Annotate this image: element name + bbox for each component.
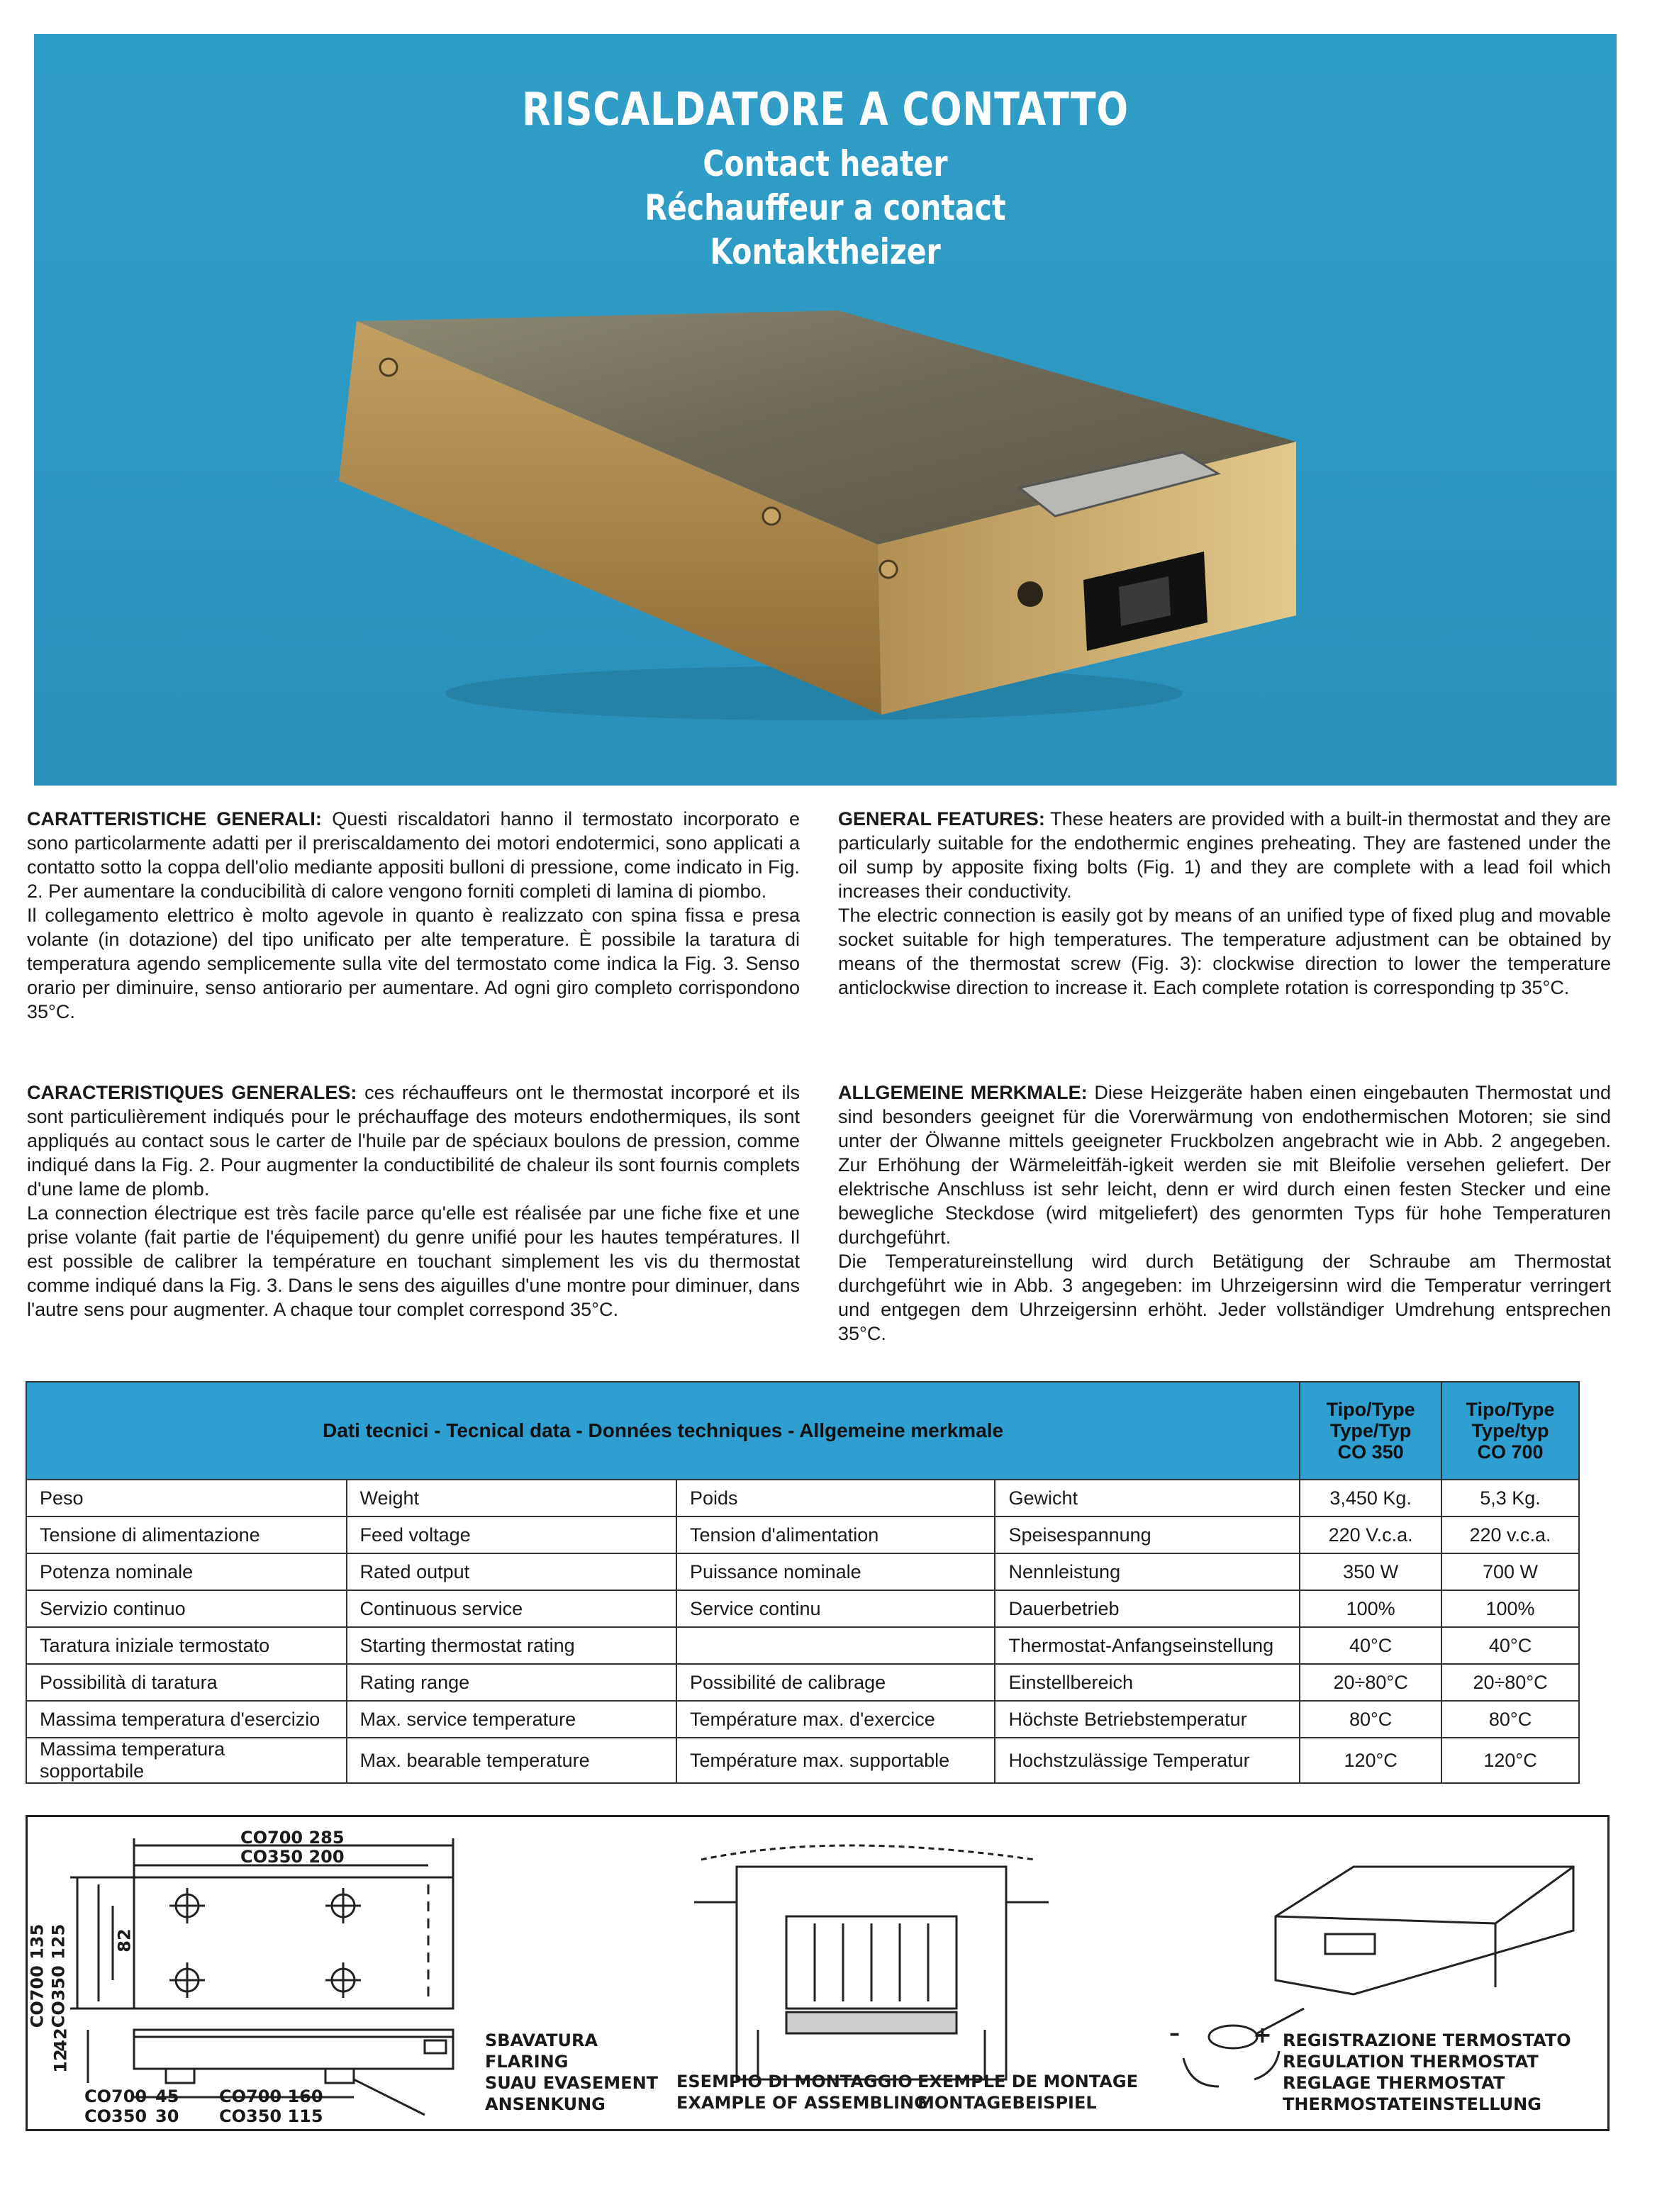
cell-fr: Température max. d'exercice: [676, 1701, 995, 1738]
type2-line1: Tipo/Type: [1466, 1399, 1555, 1420]
assembly-fr: EXEMPLE DE MONTAGE: [917, 2072, 1139, 2091]
type1-line2: Type/Typ: [1329, 1420, 1412, 1441]
cell-fr: Puissance nominale: [676, 1553, 995, 1590]
title-block: [34, 84, 1617, 274]
cell-fr: Poids: [676, 1480, 995, 1516]
cell-de: Nennleistung: [995, 1553, 1300, 1590]
features-en-p1: These heaters are provided with a built-in thermostat and they are particularly suitable for the endothermic engines preheating. They are fastened under the oil sump by apposite fixing bolts (Fig. 1) and they are complete with a lead foil which increases their conductivity.: [838, 808, 1611, 902]
title-de: Kontaktheizer: [710, 231, 941, 272]
assembly-de: MONTAGEBEISPIEL: [917, 2093, 1097, 2113]
cell-de: Einstellbereich: [995, 1664, 1300, 1701]
cell-co350: 20÷80°C: [1300, 1664, 1441, 1701]
cell-co700: 100%: [1441, 1590, 1579, 1627]
cell-co350: 220 V.c.a.: [1300, 1516, 1441, 1553]
cell-en: Rating range: [347, 1664, 676, 1701]
table-row: [26, 1701, 1579, 1738]
features-fr-p2: La connection électrique est très facile parce qu'elle est réalisée par une fiche fixe et une prise volante (fait partie de l'équipement) du genre unifié pour les hautes températures. Il est possible de calibrer la température en touchant simplement les vis du thermostat comme indiqué dans la Fig. 3. Dans le sens des aiguilles d'une montre pour diminuer, dans l'autre sens pour augmenter. A chaque tour complet correspond 35°C.: [27, 1202, 800, 1320]
cell-fr: Possibilité de calibrage: [676, 1664, 995, 1701]
minus-sign: –: [1169, 2021, 1180, 2046]
table-row: [26, 1553, 1579, 1590]
features-it-lead: CARATTERISTICHE GENERALI:: [27, 808, 322, 830]
main-title: RISCALDATORE A CONTATTO: [522, 84, 1129, 136]
thermostat-en: REGULATION THERMOSTAT: [1283, 2052, 1539, 2072]
table-row: [26, 1627, 1579, 1664]
features-fr-lead: CARACTERISTIQUES GENERALES:: [27, 1082, 357, 1103]
dim-12: 12: [50, 2049, 71, 2073]
cell-it: Potenza nominale: [26, 1553, 347, 1590]
dim-82: 82: [114, 1928, 135, 1953]
diagram-panel: [26, 1815, 1610, 2131]
thermostat-de: THERMOSTATEINSTELLUNG: [1283, 2094, 1541, 2114]
cell-co700: 5,3 Kg.: [1441, 1480, 1579, 1516]
dim-42: 42: [50, 2028, 71, 2052]
cell-en: Starting thermostat rating: [347, 1627, 676, 1664]
cell-co350: 120°C: [1300, 1738, 1441, 1783]
title-en: Contact heater: [703, 143, 948, 184]
cell-en: Feed voltage: [347, 1516, 676, 1553]
table-row: [26, 1590, 1579, 1627]
title-fr: Réchauffeur a contact: [645, 187, 1006, 228]
features-it-p1: Questi riscaldatori hanno il termostato incorporato e sono particolarmente adatti per il preriscaldamento dei motori endotermici, sono applicati a contatto sotto la coppa dell'olio mediante appositi bulloni di pressione, come indicato in Fig. 2. Per aumentare la conducibilità di calore vengono forniti completi di lamina di piombo.: [27, 808, 801, 902]
dim-co700-135: CO700 135: [27, 1923, 48, 2028]
type2-line2: Type/typ: [1471, 1420, 1549, 1441]
dim-co350-125: CO350 125: [48, 1923, 69, 2028]
table-header-row: [26, 1382, 1579, 1480]
cell-en: Max. service temperature: [347, 1701, 676, 1738]
top-view-outline: [134, 1877, 453, 2009]
cell-en: Max. bearable temperature: [347, 1738, 676, 1783]
features-de-p1: Diese Heizgeräte haben einen eingebauten Thermostat und sind besonders geeignet für die Vorerwärmung von endothermischen Motoren; sie sind unter der Ölwanne mittels geeigneter Fruckbolzen angebracht wie in Abb. 2 angegeben. Zur Erhöhung der Wärmeleitfäh-igkeit werden sie mit Bleifolie versehen geliefert. Der elektrische Anschluss ist sehr leicht, denn er wird durch einen festen Stecker und eine bewegliche Steckdose (wird mitgeliefert) des genormten Typs für hohe Temperaturen durchgeführt.: [838, 1082, 1611, 1248]
cell-co350: 3,450 Kg.: [1300, 1480, 1441, 1516]
flaring-label: [485, 2030, 658, 2115]
flaring-de: ANSENKUNG: [485, 2094, 606, 2114]
type2-line3: CO 700: [1477, 1441, 1544, 1463]
features-fr: [27, 1080, 800, 1322]
cell-co350: 350 W: [1300, 1553, 1441, 1590]
features-de: [838, 1080, 1611, 1346]
cell-co350: 80°C: [1300, 1701, 1441, 1738]
cell-it: Massima temperatura sopportabile: [26, 1738, 347, 1783]
plus-sign: +: [1253, 2021, 1272, 2048]
table-header-co700: [1441, 1382, 1579, 1480]
table-row: [26, 1738, 1579, 1783]
flaring-it: SBAVATURA: [485, 2031, 598, 2050]
features-de-p2: Die Temperatureinstellung wird durch Betätigung der Schraube am Thermostat durchgeführt wie in Abb. 3 angegeben: im Uhrzeigersinn wird die Temperatur verringert und entgegen dem Uhrzeigersinn erhöht. Jeder vollständiger Umdrehung entsprechen 35°C.: [838, 1251, 1611, 1344]
features-fr-p1: ces réchauffeurs ont le thermostat incorporé et ils sont particulièrement indiqués pour le préchauffage des moteurs endothermiques, ils sont appliqués au contact sous le carter de l'huile par de spéciaux boulons de pression, comme indiqué dans la Fig. 2. Pour augmenter la conductibilité de chaleur ils sont fournis complets d'une lame de plomb.: [27, 1082, 800, 1200]
cell-fr: Service continu: [676, 1590, 995, 1627]
cell-it: Peso: [26, 1480, 347, 1516]
cell-co350: 40°C: [1300, 1627, 1441, 1664]
dim-co700-label: CO700: [84, 2087, 147, 2106]
thermostat-label: [1283, 2030, 1571, 2115]
cell-it: Massima temperatura d'esercizio: [26, 1701, 347, 1738]
cell-co700: 700 W: [1441, 1553, 1579, 1590]
assembly-label-right: [917, 2071, 1138, 2113]
cell-it: Possibilità di taratura: [26, 1664, 347, 1701]
dim-co350-200: CO350 200: [240, 1847, 345, 1867]
flaring-en: FLARING: [485, 2052, 569, 2072]
cell-co700: 80°C: [1441, 1701, 1579, 1738]
cell-fr: Température max. supportable: [676, 1738, 995, 1783]
type1-line1: Tipo/Type: [1326, 1399, 1415, 1420]
cell-co700: 20÷80°C: [1441, 1664, 1579, 1701]
cell-fr: [676, 1627, 995, 1664]
cell-co700: 120°C: [1441, 1738, 1579, 1783]
assembly-label-left: [676, 2071, 928, 2113]
table-row: [26, 1480, 1579, 1516]
dim-co700-160: CO700 160: [219, 2087, 323, 2106]
cell-fr: Tension d'alimentation: [676, 1516, 995, 1553]
cell-de: Speisespannung: [995, 1516, 1300, 1553]
cell-it: Servizio continuo: [26, 1590, 347, 1627]
thermostat-it: REGISTRAZIONE TERMOSTATO: [1283, 2031, 1571, 2050]
dim-co700-285: CO700 285: [240, 1828, 345, 1848]
features-it: [27, 807, 800, 1024]
cell-co700: 40°C: [1441, 1627, 1579, 1664]
features-en-p2: The electric connection is easily got by means of an unified type of fixed plug and movable socket suitable for high temperatures. The temperature adjustment can be obtained by means of the thermostat screw (Fig. 3): clockwise direction to lower the temperature anticlockwise direction to increase it. Each complete rotation is corresponding tp 35°C.: [838, 905, 1611, 998]
cell-de: Gewicht: [995, 1480, 1300, 1516]
cell-co700: 220 v.c.a.: [1441, 1516, 1579, 1553]
table-row: [26, 1664, 1579, 1701]
cell-co350: 100%: [1300, 1590, 1441, 1627]
cell-en: Weight: [347, 1480, 676, 1516]
cell-de: Dauerbetrieb: [995, 1590, 1300, 1627]
cell-de: Höchste Betriebstemperatur: [995, 1701, 1300, 1738]
table-header-title: Dati tecnici - Tecnical data - Données techniques - Allgemeine merkmale: [26, 1382, 1300, 1480]
cell-de: Thermostat-Anfangseinstellung: [995, 1627, 1300, 1664]
cell-it: Taratura iniziale termostato: [26, 1627, 347, 1664]
hero-banner: [34, 34, 1617, 786]
dim-co350-115: CO350 115: [219, 2106, 323, 2126]
cell-en: Continuous service: [347, 1590, 676, 1627]
cell-en: Rated output: [347, 1553, 676, 1590]
cell-it: Tensione di alimentazione: [26, 1516, 347, 1553]
type1-line3: CO 350: [1337, 1441, 1404, 1463]
tech-data-table: [26, 1381, 1580, 1784]
features-it-p2: Il collegamento elettrico è molto agevole in quanto è realizzato con spina fissa e presa volante (in dotazione) del tipo unificato per alte temperature. È possibile la taratura di temperatura agendo semplicemente sulla vite del termostato come indica la Fig. 3. Senso orario per diminuire, senso antiorario per aumentare. Ad ogni giro completo corrispondono 35°C.: [27, 905, 800, 1022]
dim-30: 30: [155, 2106, 179, 2126]
table-row: [26, 1516, 1579, 1553]
thermostat-fr: REGLAGE THERMOSTAT: [1283, 2073, 1505, 2093]
table-header-co350: [1300, 1382, 1441, 1480]
dim-co350-label: CO350: [84, 2106, 147, 2126]
features-de-lead: ALLGEMEINE MERKMALE:: [838, 1082, 1088, 1103]
assembly-it: ESEMPIO DI MONTAGGIO: [676, 2072, 913, 2091]
features-en-lead: GENERAL FEATURES:: [838, 808, 1045, 830]
features-en: [838, 807, 1611, 1000]
dim-45: 45: [155, 2087, 179, 2106]
flaring-fr: SUAU EVASEMENT: [485, 2073, 659, 2093]
cell-de: Hochstzulässige Temperatur: [995, 1738, 1300, 1783]
assembly-en: EXAMPLE OF ASSEMBLING: [676, 2093, 928, 2113]
